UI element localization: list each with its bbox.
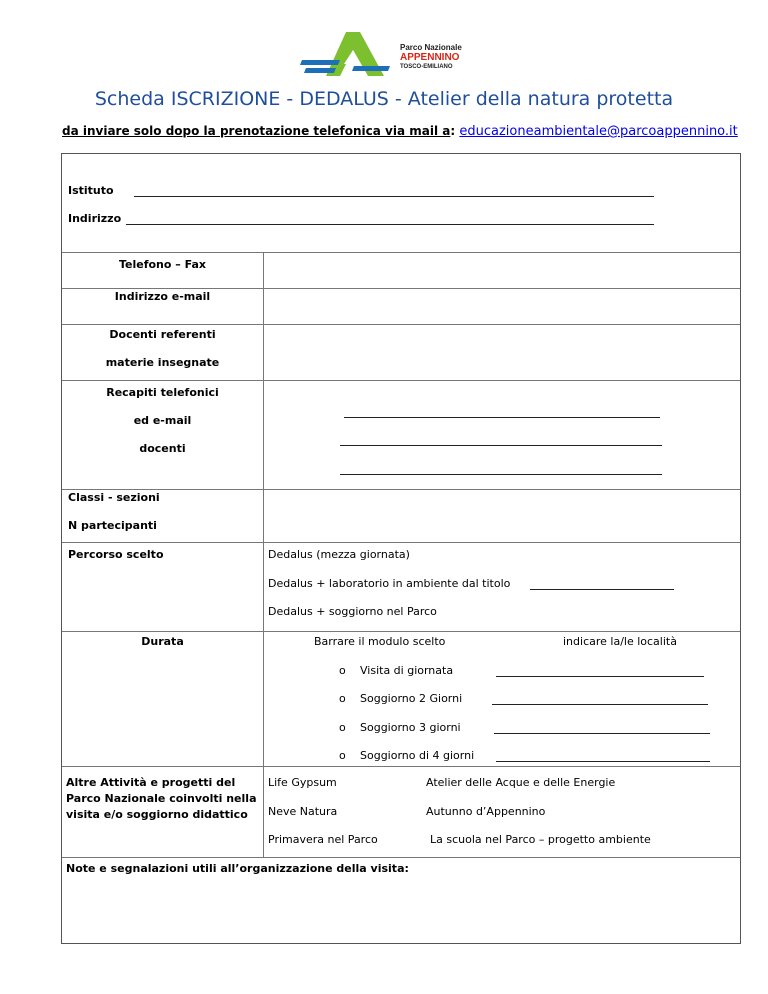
logo-line1: Parco Nazionale (400, 43, 462, 52)
durata-option-4: Soggiorno di 4 giorni (360, 749, 475, 762)
park-logo (298, 30, 468, 80)
recapiti-line-2[interactable] (340, 445, 662, 446)
indirizzo-field[interactable] (126, 224, 654, 225)
durata-bullet-1[interactable]: o (339, 664, 346, 677)
durata-location-header: indicare la/le località (563, 635, 677, 648)
attivita-primavera[interactable]: Primavera nel Parco (268, 833, 378, 846)
indirizzo-label: Indirizzo (68, 212, 122, 225)
attivita-autunno[interactable]: Autunno d’Appennino (426, 805, 546, 818)
note-label: Note e segnalazioni utili all’organizzazione della visita: (66, 862, 409, 875)
durata-location-4[interactable] (496, 761, 710, 762)
durata-label: Durata (141, 635, 184, 648)
durata-option-2: Soggiorno 2 Giorni (360, 692, 463, 705)
durata-bullet-4[interactable]: o (339, 749, 346, 762)
istituto-label: Istituto (68, 184, 114, 197)
email-field[interactable] (264, 289, 740, 324)
partecipanti-label: N partecipanti (68, 519, 157, 532)
durata-location-3[interactable] (494, 733, 710, 734)
altre-label-1: Altre Attività e progetti del (66, 776, 236, 789)
durata-location-1[interactable] (496, 676, 704, 677)
telefono-field[interactable] (264, 253, 740, 288)
durata-option-3: Soggiorno 3 giorni (360, 721, 461, 734)
attivita-atelier-acque[interactable]: Atelier delle Acque e delle Energie (426, 776, 616, 789)
recapiti-label-2: ed e-mail (133, 414, 192, 427)
instructions-colon: : (450, 124, 456, 138)
recapiti-line-1[interactable] (344, 417, 660, 418)
recapiti-line-3[interactable] (340, 474, 662, 475)
docenti-label: Docenti referenti (109, 328, 216, 341)
page-title: Scheda ISCRIZIONE - DEDALUS - Atelier della natura protetta (94, 88, 674, 110)
istituto-field[interactable] (134, 196, 654, 197)
docenti-field[interactable] (264, 325, 740, 380)
altre-label-2: Parco Nazionale coinvolti nella (66, 792, 257, 805)
form-frame (61, 153, 741, 944)
email-label: Indirizzo e-mail (114, 290, 211, 303)
park-logo-icon (298, 30, 398, 80)
attivita-life-gypsum[interactable]: Life Gypsum (268, 776, 337, 789)
telefono-label: Telefono – Fax (118, 258, 206, 271)
percorso-option-2[interactable]: Dedalus + laboratorio in ambiente dal titolo (268, 577, 511, 590)
classi-label: Classi - sezioni (68, 491, 160, 504)
instructions-text: da inviare solo dopo la prenotazione telefonica via mail a (62, 124, 451, 138)
logo-line2: APPENNINO (400, 52, 460, 63)
classi-field[interactable] (264, 490, 740, 542)
durata-bullet-2[interactable]: o (339, 692, 346, 705)
recapiti-label: Recapiti telefonici (106, 386, 219, 399)
note-field[interactable] (62, 878, 740, 942)
contact-email-link[interactable]: educazioneambientale@parcoappennino.it (459, 124, 738, 139)
logo-line3: TOSCO-EMILIANO (400, 64, 453, 70)
percorso-option-3[interactable]: Dedalus + soggiorno nel Parco (268, 605, 437, 618)
materie-label: materie insegnate (105, 356, 220, 369)
attivita-scuola-parco[interactable]: La scuola nel Parco – progetto ambiente (430, 833, 651, 846)
altre-label-3: visita e/o soggiorno didattico (66, 808, 248, 821)
durata-location-2[interactable] (492, 704, 708, 705)
durata-module-header: Barrare il modulo scelto (314, 635, 446, 648)
instructions-line (62, 124, 738, 139)
durata-option-1: Visita di giornata (360, 664, 454, 677)
durata-bullet-3[interactable]: o (339, 721, 346, 734)
laboratorio-title-field[interactable] (530, 589, 674, 590)
percorso-option-1[interactable]: Dedalus (mezza giornata) (268, 548, 410, 561)
recapiti-label-3: docenti (139, 442, 186, 455)
percorso-label: Percorso scelto (68, 548, 164, 561)
attivita-neve-natura[interactable]: Neve Natura (268, 805, 338, 818)
